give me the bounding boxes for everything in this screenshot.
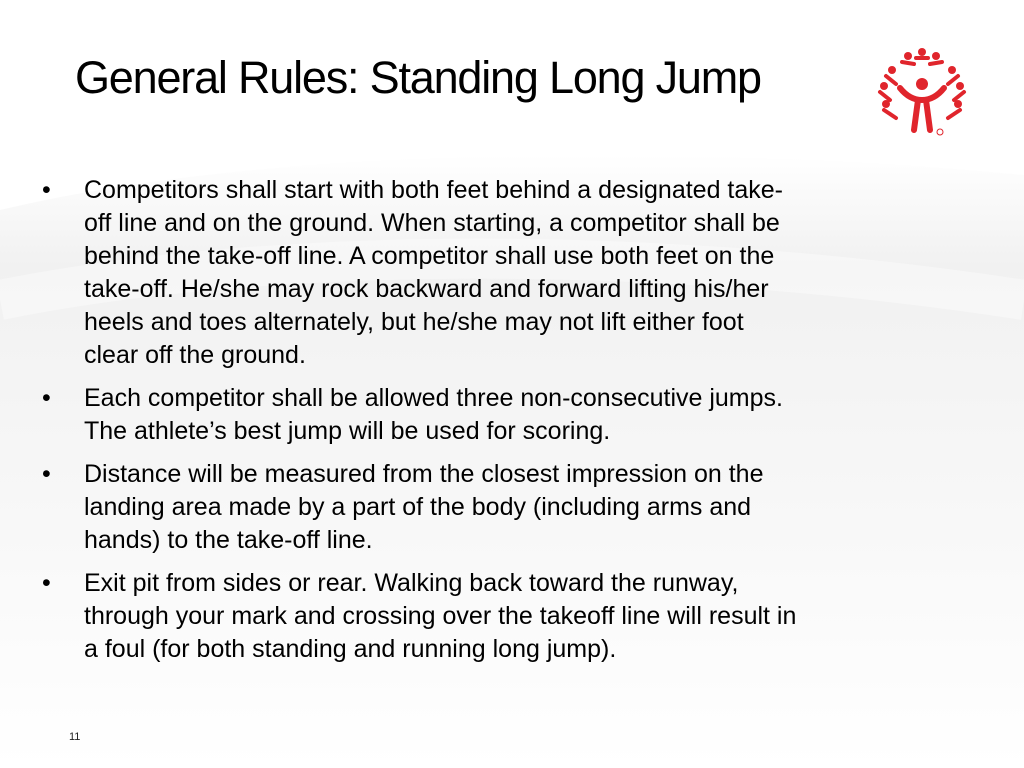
bullet-text: [84, 458, 942, 557]
bullet-item: [42, 382, 942, 448]
bullet-text: [84, 382, 942, 448]
bullet-line: take-off. He/she may rock backward and forward lifting his/her: [84, 275, 769, 303]
bullet-line: off line and on the ground. When starting, a competitor shall be: [84, 209, 780, 237]
bullet-line: a foul (for both standing and running long jump).: [84, 635, 617, 663]
slide-title: General Rules: Standing Long Jump: [75, 52, 761, 103]
bullet-text: [84, 567, 942, 666]
bullet-text: [84, 174, 942, 372]
bullet-item: [42, 567, 942, 666]
bullet-marker: •: [42, 384, 51, 412]
bullet-line: behind the take-off line. A competitor shall use both feet on the: [84, 242, 775, 270]
bullet-item: [42, 458, 942, 557]
bullet-line: Each competitor shall be allowed three non-consecutive jumps.: [84, 384, 783, 412]
bullet-marker: •: [42, 569, 51, 597]
special-olympics-logo-icon: [874, 44, 970, 140]
bullet-line: Distance will be measured from the closest impression on the: [84, 460, 764, 488]
bullet-list: [42, 174, 942, 676]
page-number: 11: [69, 731, 81, 743]
bullet-line: through your mark and crossing over the takeoff line will result in: [84, 602, 797, 630]
bullet-line: landing area made by a part of the body (including arms and: [84, 493, 752, 521]
bullet-line: Exit pit from sides or rear. Walking back toward the runway,: [84, 569, 739, 597]
bullet-line: The athlete’s best jump will be used for scoring.: [84, 417, 611, 445]
bullet-line: clear off the ground.: [84, 341, 306, 369]
bullet-marker: •: [42, 460, 51, 488]
bullet-line: heels and toes alternately, but he/she may not lift either foot: [84, 308, 744, 336]
bullet-line: hands) to the take-off line.: [84, 526, 373, 554]
bullet-marker: •: [42, 176, 51, 204]
bullet-line: Competitors shall start with both feet behind a designated take-: [84, 176, 784, 204]
bullet-item: [42, 174, 942, 372]
